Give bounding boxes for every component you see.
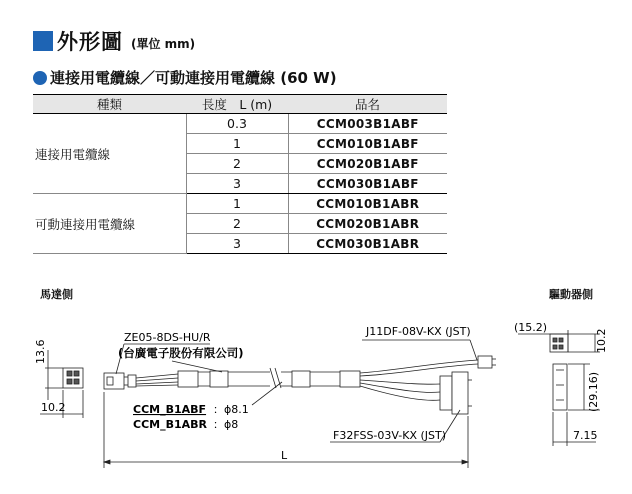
part-cell: CCM010B1ABF xyxy=(288,134,447,154)
dim-motor-height: 13.6 xyxy=(34,339,47,364)
unit-note: (單位 mm) xyxy=(131,37,196,51)
cable-fixed-label: CCM_B1ABF xyxy=(133,403,207,416)
header-length: 長度 L (m) xyxy=(186,95,288,114)
driver-connector-end-view xyxy=(550,334,568,410)
power-connector xyxy=(440,372,472,414)
dim-motor-width: 10.2 xyxy=(41,401,66,414)
part-cell: CCM020B1ABR xyxy=(288,214,447,234)
motor-connector-end-view xyxy=(63,368,83,388)
header-type: 種類 xyxy=(33,95,186,114)
type-cell: 可動連接用電纜線 xyxy=(33,194,186,254)
part-cell: CCM003B1ABF xyxy=(288,114,447,134)
dim-driver-depth: 7.15 xyxy=(573,429,598,442)
cable-moving-label: CCM_B1ABR xyxy=(133,418,207,431)
power-connector-label: F32FSS-03V-KX (JST) xyxy=(333,429,447,442)
dim-length: L xyxy=(281,449,288,462)
length-cell: 3 xyxy=(186,174,288,194)
length-cell: 2 xyxy=(186,154,288,174)
dim-driver-height-2: (29.16) xyxy=(587,371,600,412)
page-title: 外形圖 xyxy=(57,30,123,54)
length-cell: 3 xyxy=(186,234,288,254)
signal-connector-label: J11DF-08V-KX (JST) xyxy=(366,325,471,338)
dim-driver-width: (15.2) xyxy=(514,321,548,334)
header-part: 品名 xyxy=(288,95,447,114)
length-cell: 0.3 xyxy=(186,114,288,134)
part-cell: CCM010B1ABR xyxy=(288,194,447,214)
type-cell: 連接用電纜線 xyxy=(33,114,186,194)
motor-connector-side-view xyxy=(104,373,136,389)
part-cell: CCM030B1ABR xyxy=(288,234,447,254)
length-cell: 1 xyxy=(186,194,288,214)
cable-moving-diameter: ：ϕ8 xyxy=(213,418,239,431)
cable-body xyxy=(178,368,360,388)
motor-connector-label: ZE05-8DS-HU/R xyxy=(124,331,211,344)
motor-connector-maker: (台廣電子股份有限公司) xyxy=(118,346,244,360)
length-cell: 2 xyxy=(186,214,288,234)
dim-driver-height-1: 10.2 xyxy=(595,328,608,353)
part-cell: CCM020B1ABF xyxy=(288,154,447,174)
subtitle: 連接用電纜線／可動連接用電纜線 (60 W) xyxy=(50,69,337,87)
signal-connector xyxy=(478,356,496,368)
part-cell: CCM030B1ABF xyxy=(288,174,447,194)
cable-fixed-diameter: ：ϕ8.1 xyxy=(213,403,249,416)
driver-side-label: 驅動器側 xyxy=(549,288,593,301)
motor-side-label: 馬達側 xyxy=(40,288,73,301)
length-cell: 1 xyxy=(186,134,288,154)
